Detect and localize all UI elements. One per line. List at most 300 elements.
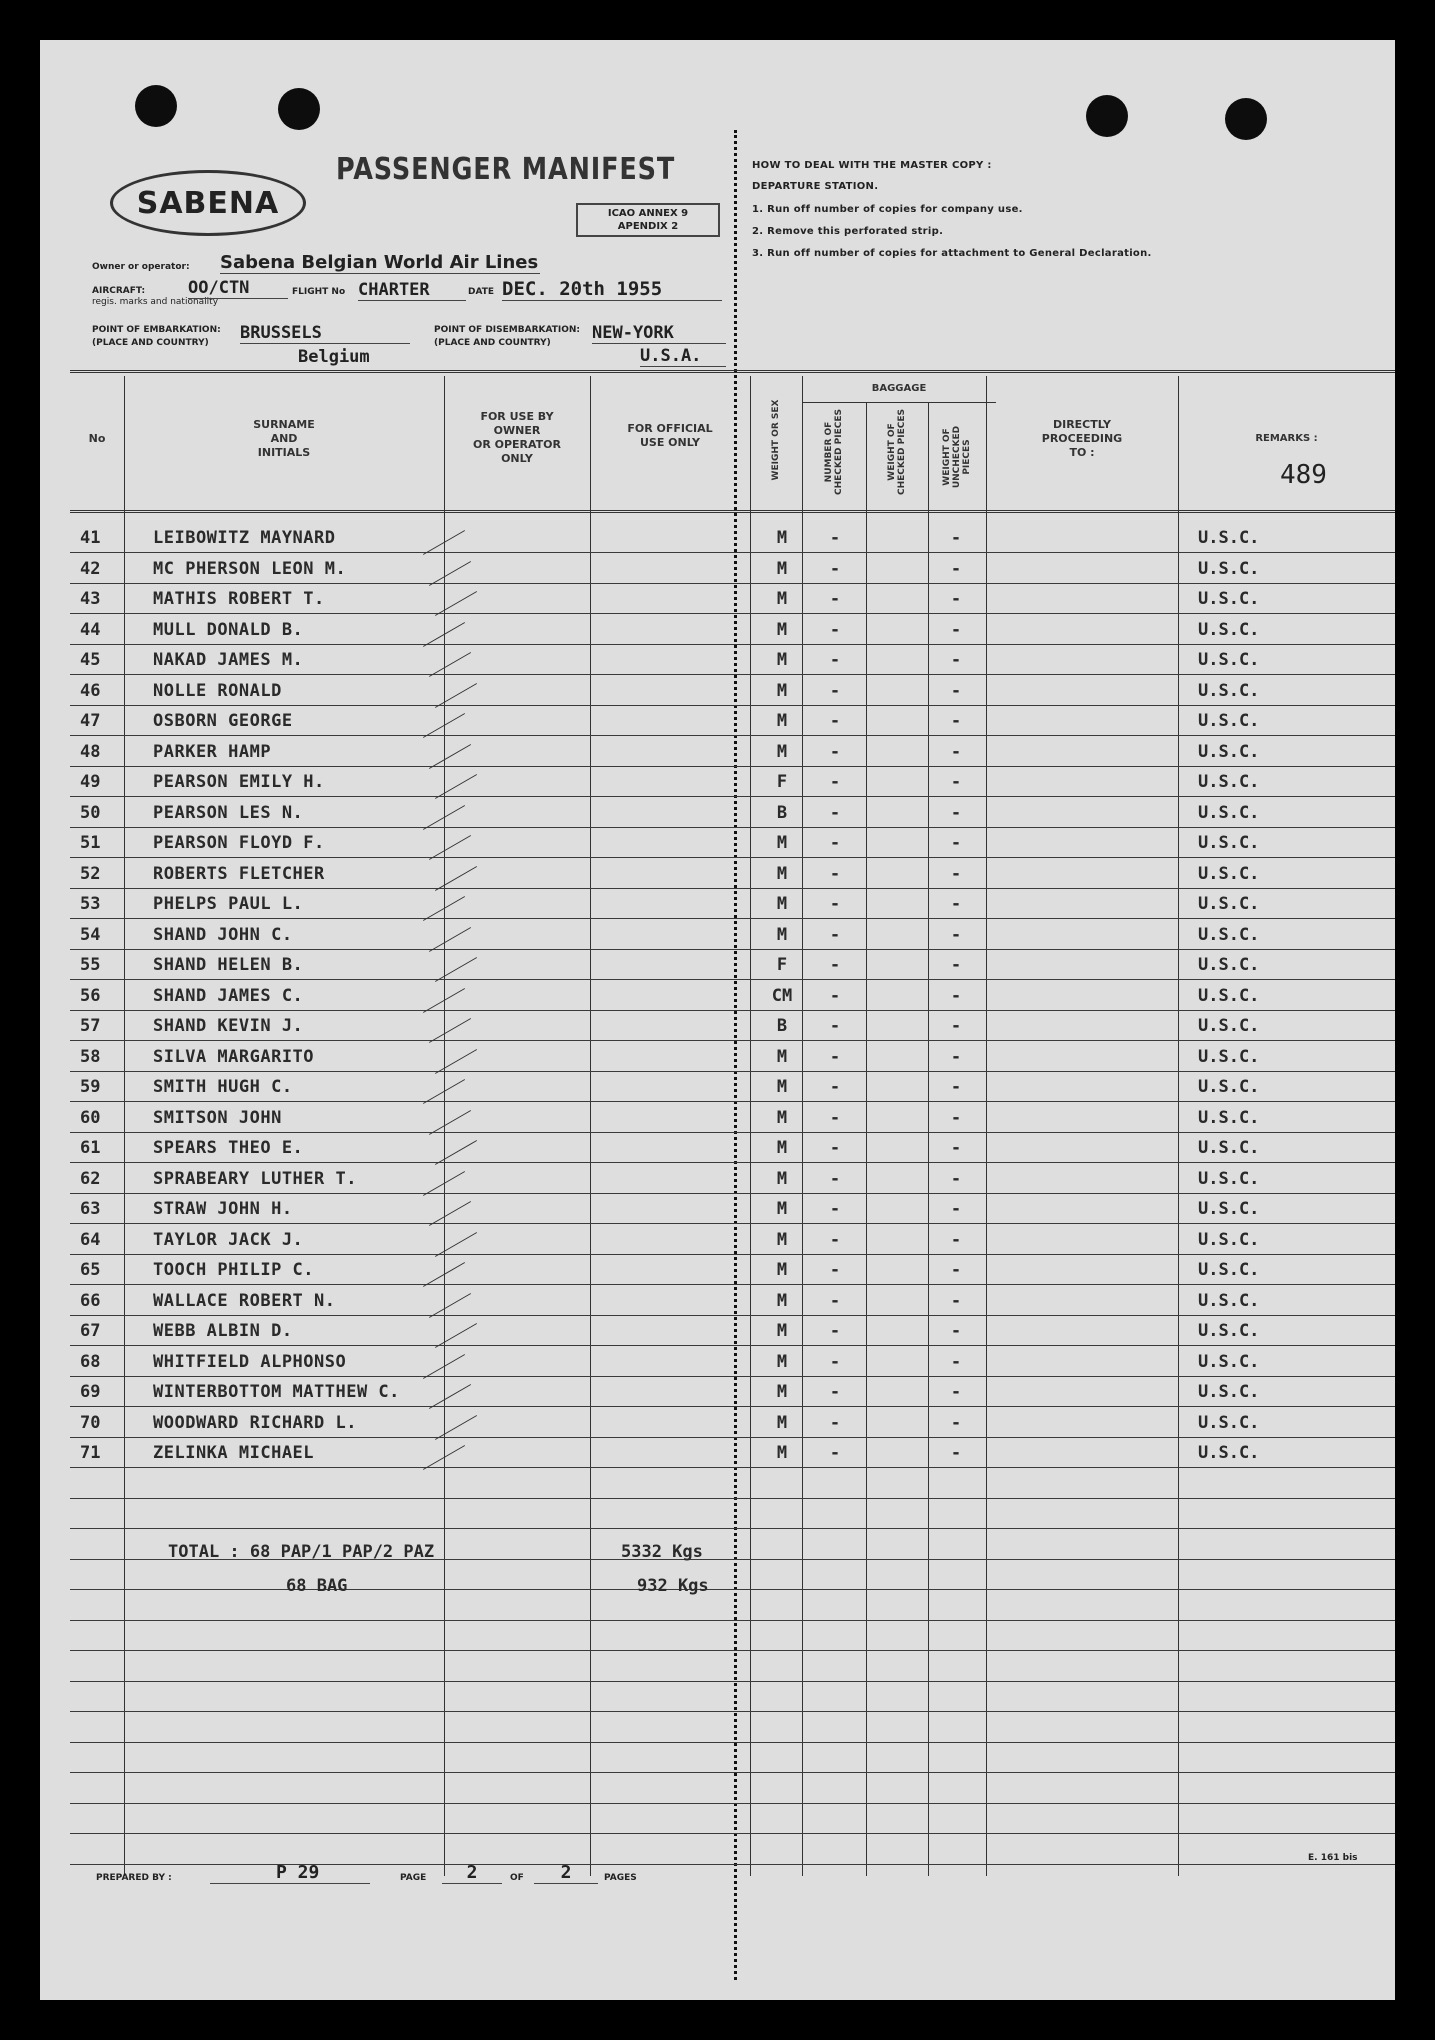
col-header-no: No — [88, 432, 106, 445]
row-line — [70, 705, 1395, 706]
remarks-value: U.S.C. — [1198, 1260, 1260, 1280]
weight-or-sex: B — [776, 1016, 788, 1036]
passenger-name: NOLLE RONALD — [153, 681, 282, 701]
unchecked-weight: - — [950, 1047, 962, 1067]
checked-pieces: - — [829, 1260, 841, 1280]
col-divider — [928, 402, 929, 1876]
weight-or-sex: F — [776, 772, 788, 792]
weight-or-sex: M — [776, 1260, 788, 1280]
row-number: 49 — [80, 772, 101, 792]
col-header-line: OWNER — [493, 424, 541, 437]
row-line — [70, 1315, 1395, 1316]
checked-pieces: - — [829, 1016, 841, 1036]
col-header-line: USE ONLY — [639, 436, 701, 449]
totals-weight-2: 932 Kgs — [637, 1576, 709, 1596]
checked-pieces: - — [829, 1443, 841, 1463]
passenger-name: PEARSON EMILY H. — [153, 772, 325, 792]
unchecked-weight: - — [950, 1352, 962, 1372]
col-header-official-use — [590, 422, 750, 450]
remarks-value: U.S.C. — [1198, 1291, 1260, 1311]
col-header-weight-checked: WEIGHT OF CHECKED PIECES — [887, 409, 907, 495]
weight-or-sex: M — [776, 1047, 788, 1067]
punch-hole — [1086, 95, 1128, 137]
unchecked-weight: - — [950, 986, 962, 1006]
remarks-value: U.S.C. — [1198, 1352, 1260, 1372]
col-header-line: ONLY — [501, 452, 533, 465]
unchecked-weight: - — [950, 1199, 962, 1219]
weight-or-sex: B — [776, 803, 788, 823]
unchecked-weight: - — [950, 1077, 962, 1097]
embark-city: BRUSSELS — [240, 323, 410, 344]
annex-line: ICAO ANNEX 9 — [607, 208, 689, 219]
unchecked-weight: - — [950, 528, 962, 548]
checked-pieces: - — [829, 1108, 841, 1128]
unchecked-weight: - — [950, 559, 962, 579]
of-label: OF — [510, 1873, 524, 1883]
prepared-by-value: P 29 — [210, 1862, 370, 1884]
perforation-line — [734, 130, 737, 1980]
row-line — [70, 888, 1395, 889]
row-line — [70, 583, 1395, 584]
remarks-number: 489 — [1280, 460, 1327, 490]
checked-pieces: - — [829, 650, 841, 670]
row-number: 42 — [80, 559, 101, 579]
operator-label: Owner or operator: — [92, 262, 190, 272]
remarks-value: U.S.C. — [1198, 620, 1260, 640]
row-line — [70, 1132, 1395, 1133]
row-number: 46 — [80, 681, 101, 701]
passenger-name: SMITSON JOHN — [153, 1108, 282, 1128]
row-number: 61 — [80, 1138, 101, 1158]
table-top-border — [70, 370, 1395, 373]
date-value: DEC. 20th 1955 — [502, 278, 722, 301]
checked-pieces: - — [829, 1291, 841, 1311]
checked-pieces: - — [829, 864, 841, 884]
weight-or-sex: M — [776, 650, 788, 670]
sabena-logo — [110, 170, 306, 236]
remarks-value: U.S.C. — [1198, 1169, 1260, 1189]
table-header-border — [70, 510, 1395, 513]
disembark-label: POINT OF DISEMBARKATION: — [434, 325, 581, 335]
disembark-sub: (PLACE AND COUNTRY) — [434, 338, 551, 348]
remarks-value: U.S.C. — [1198, 711, 1260, 731]
col-header-baggage: BAGGAGE — [871, 383, 927, 394]
row-line — [70, 1833, 1395, 1834]
col-header-line: PROCEEDING — [1041, 432, 1123, 445]
unchecked-weight: - — [950, 1230, 962, 1250]
remarks-value: U.S.C. — [1198, 1077, 1260, 1097]
weight-or-sex: M — [776, 681, 788, 701]
weight-or-sex: CM — [771, 986, 793, 1006]
row-line — [70, 979, 1395, 980]
row-line — [70, 644, 1395, 645]
row-number: 71 — [80, 1443, 101, 1463]
row-line — [70, 1681, 1395, 1682]
row-line — [70, 1437, 1395, 1438]
unchecked-weight: - — [950, 1291, 962, 1311]
checked-pieces: - — [829, 1230, 841, 1250]
row-line — [70, 1193, 1395, 1194]
col-divider — [986, 376, 987, 1876]
totals-line-1: TOTAL : 68 PAP/1 PAP/2 PAZ — [168, 1542, 435, 1562]
checked-pieces: - — [829, 620, 841, 640]
remarks-value: U.S.C. — [1198, 528, 1260, 548]
passenger-name: SMITH HUGH C. — [153, 1077, 293, 1097]
remarks-value: U.S.C. — [1198, 1199, 1260, 1219]
unchecked-weight: - — [950, 772, 962, 792]
checked-pieces: - — [829, 925, 841, 945]
col-divider — [1178, 376, 1179, 1876]
instructions-title: HOW TO DEAL WITH THE MASTER COPY : — [752, 160, 992, 171]
checked-pieces: - — [829, 1077, 841, 1097]
weight-or-sex: M — [776, 894, 788, 914]
remarks-value: U.S.C. — [1198, 1321, 1260, 1341]
checked-pieces: - — [829, 742, 841, 762]
unchecked-weight: - — [950, 1382, 962, 1402]
row-line — [70, 796, 1395, 797]
row-number: 57 — [80, 1016, 101, 1036]
checked-pieces: - — [829, 833, 841, 853]
row-line — [70, 1223, 1395, 1224]
row-line — [70, 1711, 1395, 1712]
row-number: 68 — [80, 1352, 101, 1372]
weight-or-sex: M — [776, 1138, 788, 1158]
row-line — [70, 735, 1395, 736]
passenger-name: ZELINKA MICHAEL — [153, 1443, 315, 1463]
checked-pieces: - — [829, 1352, 841, 1372]
weight-or-sex: M — [776, 1077, 788, 1097]
checked-pieces: - — [829, 559, 841, 579]
row-number: 58 — [80, 1047, 101, 1067]
weight-or-sex: M — [776, 1230, 788, 1250]
checked-pieces: - — [829, 1199, 841, 1219]
col-header-owner-use — [444, 410, 590, 466]
row-number: 59 — [80, 1077, 101, 1097]
aircraft-sub: regis. marks and nationality — [92, 297, 219, 307]
remarks-value: U.S.C. — [1198, 589, 1260, 609]
weight-or-sex: M — [776, 1321, 788, 1341]
row-line — [70, 1376, 1395, 1377]
totals-weight-1: 5332 Kgs — [621, 1542, 703, 1562]
checked-pieces: - — [829, 1047, 841, 1067]
weight-or-sex: M — [776, 589, 788, 609]
instructions-sub: DEPARTURE STATION. — [752, 181, 879, 192]
page-value: 2 — [442, 1862, 502, 1884]
unchecked-weight: - — [950, 864, 962, 884]
unchecked-weight: - — [950, 955, 962, 975]
col-header-line: AND — [270, 432, 298, 445]
passenger-name: PEARSON LES N. — [153, 803, 304, 823]
unchecked-weight: - — [950, 589, 962, 609]
remarks-value: U.S.C. — [1198, 803, 1260, 823]
row-number: 55 — [80, 955, 101, 975]
checked-pieces: - — [829, 1382, 841, 1402]
checked-pieces: - — [829, 894, 841, 914]
weight-or-sex: M — [776, 528, 788, 548]
aircraft-label: AIRCRAFT: — [92, 286, 146, 296]
unchecked-weight: - — [950, 1321, 962, 1341]
row-line — [70, 1010, 1395, 1011]
row-line — [70, 949, 1395, 950]
pages-label: PAGES — [604, 1873, 637, 1883]
row-line — [70, 1284, 1395, 1285]
logo-text: SABENA — [136, 185, 280, 221]
row-number: 43 — [80, 589, 101, 609]
manifest-sheet — [40, 40, 1395, 2000]
unchecked-weight: - — [950, 894, 962, 914]
weight-or-sex: M — [776, 925, 788, 945]
remarks-value: U.S.C. — [1198, 559, 1260, 579]
col-header-num-checked: NUMBER OF CHECKED PIECES — [824, 409, 844, 495]
weight-or-sex: M — [776, 1382, 788, 1402]
remarks-value: U.S.C. — [1198, 1382, 1260, 1402]
unchecked-weight: - — [950, 1016, 962, 1036]
passenger-name: WEBB ALBIN D. — [153, 1321, 293, 1341]
passenger-name: MC PHERSON LEON M. — [153, 559, 347, 579]
col-header-line: INITIALS — [257, 446, 311, 459]
remarks-value: U.S.C. — [1198, 1016, 1260, 1036]
row-line — [70, 1772, 1395, 1773]
passenger-name: SHAND HELEN B. — [153, 955, 304, 975]
col-divider — [802, 376, 803, 1876]
row-number: 53 — [80, 894, 101, 914]
row-line — [70, 1650, 1395, 1651]
row-line — [70, 857, 1395, 858]
row-line — [70, 766, 1395, 767]
remarks-value: U.S.C. — [1198, 925, 1260, 945]
row-number: 63 — [80, 1199, 101, 1219]
row-number: 65 — [80, 1260, 101, 1280]
row-line — [70, 918, 1395, 919]
checked-pieces: - — [829, 1169, 841, 1189]
unchecked-weight: - — [950, 1443, 962, 1463]
prepared-by-label: PREPARED BY : — [96, 1873, 172, 1883]
row-line — [70, 1498, 1395, 1499]
row-number: 56 — [80, 986, 101, 1006]
date-label: DATE — [468, 287, 495, 297]
remarks-value: U.S.C. — [1198, 864, 1260, 884]
remarks-value: U.S.C. — [1198, 1443, 1260, 1463]
col-header-line: OR OPERATOR — [472, 438, 562, 451]
row-line — [70, 1040, 1395, 1041]
row-number: 48 — [80, 742, 101, 762]
weight-or-sex: M — [776, 711, 788, 731]
remarks-value: U.S.C. — [1198, 1047, 1260, 1067]
weight-or-sex: M — [776, 620, 788, 640]
weight-or-sex: M — [776, 1199, 788, 1219]
unchecked-weight: - — [950, 1108, 962, 1128]
totals-line-2: 68 BAG — [286, 1576, 348, 1596]
weight-or-sex: M — [776, 1443, 788, 1463]
row-line — [70, 1803, 1395, 1804]
passenger-name: MATHIS ROBERT T. — [153, 589, 325, 609]
row-line — [70, 827, 1395, 828]
col-divider — [866, 402, 867, 1876]
unchecked-weight: - — [950, 1260, 962, 1280]
checked-pieces: - — [829, 711, 841, 731]
passenger-name: SHAND KEVIN J. — [153, 1016, 304, 1036]
instruction-1: 1. Run off number of copies for company use. — [752, 204, 1023, 215]
passenger-name: ROBERTS FLETCHER — [153, 864, 325, 884]
unchecked-weight: - — [950, 1138, 962, 1158]
row-number: 69 — [80, 1382, 101, 1402]
remarks-value: U.S.C. — [1198, 1138, 1260, 1158]
embark-country: Belgium — [298, 347, 370, 367]
flight-label: FLIGHT No — [292, 287, 346, 297]
passenger-name: SHAND JAMES C. — [153, 986, 304, 1006]
row-line — [70, 674, 1395, 675]
checked-pieces: - — [829, 681, 841, 701]
disembark-city: NEW-YORK — [592, 323, 726, 344]
col-divider — [124, 376, 125, 1876]
passenger-name: PEARSON FLOYD F. — [153, 833, 325, 853]
row-number: 44 — [80, 620, 101, 640]
checked-pieces: - — [829, 803, 841, 823]
checked-pieces: - — [829, 986, 841, 1006]
operator-value: Sabena Belgian World Air Lines — [220, 252, 539, 273]
row-number: 50 — [80, 803, 101, 823]
passenger-name: WALLACE ROBERT N. — [153, 1291, 336, 1311]
row-number: 60 — [80, 1108, 101, 1128]
passenger-name: PARKER HAMP — [153, 742, 272, 762]
col-header-surname — [124, 418, 444, 460]
col-header-line: DIRECTLY — [1052, 418, 1112, 431]
passenger-name: TOOCH PHILIP C. — [153, 1260, 315, 1280]
row-line — [70, 1162, 1395, 1163]
form-code: E. 161 bis — [1308, 1853, 1358, 1863]
weight-or-sex: F — [776, 955, 788, 975]
col-divider — [750, 376, 751, 1876]
row-number: 47 — [80, 711, 101, 731]
remarks-value: U.S.C. — [1198, 1108, 1260, 1128]
unchecked-weight: - — [950, 1169, 962, 1189]
row-number: 66 — [80, 1291, 101, 1311]
row-number: 52 — [80, 864, 101, 884]
weight-or-sex: M — [776, 559, 788, 579]
unchecked-weight: - — [950, 1413, 962, 1433]
weight-or-sex: M — [776, 742, 788, 762]
passenger-name: SILVA MARGARITO — [153, 1047, 315, 1067]
passenger-name: MULL DONALD B. — [153, 620, 304, 640]
unchecked-weight: - — [950, 711, 962, 731]
row-line — [70, 1101, 1395, 1102]
page-title: PASSENGER MANIFEST — [336, 152, 676, 187]
remarks-value: U.S.C. — [1198, 1230, 1260, 1250]
checked-pieces: - — [829, 1138, 841, 1158]
punch-hole — [1225, 98, 1267, 140]
checked-pieces: - — [829, 1321, 841, 1341]
remarks-value: U.S.C. — [1198, 955, 1260, 975]
unchecked-weight: - — [950, 742, 962, 762]
row-line — [70, 1071, 1395, 1072]
remarks-value: U.S.C. — [1198, 772, 1260, 792]
passenger-name: WOODWARD RICHARD L. — [153, 1413, 357, 1433]
remarks-value: U.S.C. — [1198, 650, 1260, 670]
weight-or-sex: M — [776, 1291, 788, 1311]
page-label: PAGE — [400, 1873, 427, 1883]
row-line — [70, 1345, 1395, 1346]
remarks-value: U.S.C. — [1198, 681, 1260, 701]
checked-pieces: - — [829, 589, 841, 609]
passenger-name: SPRABEARY LUTHER T. — [153, 1169, 357, 1189]
row-number: 41 — [80, 528, 101, 548]
weight-or-sex: M — [776, 864, 788, 884]
col-header-proceeding — [986, 418, 1178, 460]
punch-hole — [135, 85, 177, 127]
col-divider — [590, 376, 591, 1876]
col-header-remarks: REMARKS : — [1255, 433, 1318, 444]
remarks-value: U.S.C. — [1198, 742, 1260, 762]
row-number: 62 — [80, 1169, 101, 1189]
unchecked-weight: - — [950, 620, 962, 640]
row-number: 45 — [80, 650, 101, 670]
row-line — [70, 1589, 1395, 1590]
passenger-name: LEIBOWITZ MAYNARD — [153, 528, 336, 548]
remarks-value: U.S.C. — [1198, 833, 1260, 853]
weight-or-sex: M — [776, 833, 788, 853]
passenger-name: WINTERBOTTOM MATTHEW C. — [153, 1382, 400, 1402]
row-line — [70, 1406, 1395, 1407]
passenger-name: OSBORN GEORGE — [153, 711, 293, 731]
col-header-weight-sex: WEIGHT OR SEX — [771, 399, 781, 481]
passenger-name: STRAW JOHN H. — [153, 1199, 293, 1219]
row-number: 67 — [80, 1321, 101, 1341]
instruction-3: 3. Run off number of copies for attachment to General Declaration. — [752, 248, 1152, 259]
col-header-weight-unchecked: WEIGHT OF UNCHECKED PIECES — [942, 425, 972, 489]
passenger-name: PHELPS PAUL L. — [153, 894, 304, 914]
row-number: 51 — [80, 833, 101, 853]
row-line — [70, 613, 1395, 614]
disembark-country: U.S.A. — [640, 346, 726, 367]
row-line — [70, 1467, 1395, 1468]
checked-pieces: - — [829, 772, 841, 792]
passenger-name: NAKAD JAMES M. — [153, 650, 304, 670]
weight-or-sex: M — [776, 1352, 788, 1372]
checked-pieces: - — [829, 528, 841, 548]
remarks-value: U.S.C. — [1198, 1413, 1260, 1433]
unchecked-weight: - — [950, 681, 962, 701]
weight-or-sex: M — [776, 1108, 788, 1128]
remarks-value: U.S.C. — [1198, 986, 1260, 1006]
remarks-value: U.S.C. — [1198, 894, 1260, 914]
col-header-line: TO : — [1069, 446, 1095, 459]
row-line — [70, 1620, 1395, 1621]
weight-or-sex: M — [776, 1169, 788, 1189]
embark-sub: (PLACE AND COUNTRY) — [92, 338, 209, 348]
passenger-name: TAYLOR JACK J. — [153, 1230, 304, 1250]
weight-or-sex: M — [776, 1413, 788, 1433]
row-number: 70 — [80, 1413, 101, 1433]
aircraft-value: OO/CTN — [188, 278, 288, 299]
unchecked-weight: - — [950, 650, 962, 670]
row-line — [70, 1742, 1395, 1743]
passenger-name: WHITFIELD ALPHONSO — [153, 1352, 347, 1372]
unchecked-weight: - — [950, 803, 962, 823]
checked-pieces: - — [829, 955, 841, 975]
embark-label: POINT OF EMBARKATION: — [92, 325, 221, 335]
row-line — [70, 1254, 1395, 1255]
row-number: 64 — [80, 1230, 101, 1250]
of-value: 2 — [534, 1862, 598, 1884]
annex-box — [576, 203, 720, 237]
row-line — [70, 552, 1395, 553]
unchecked-weight: - — [950, 833, 962, 853]
checked-pieces: - — [829, 1413, 841, 1433]
punch-hole — [278, 88, 320, 130]
row-line — [70, 1528, 1395, 1529]
col-header-line: SURNAME — [253, 418, 315, 431]
annex-line: APENDIX 2 — [617, 221, 679, 232]
